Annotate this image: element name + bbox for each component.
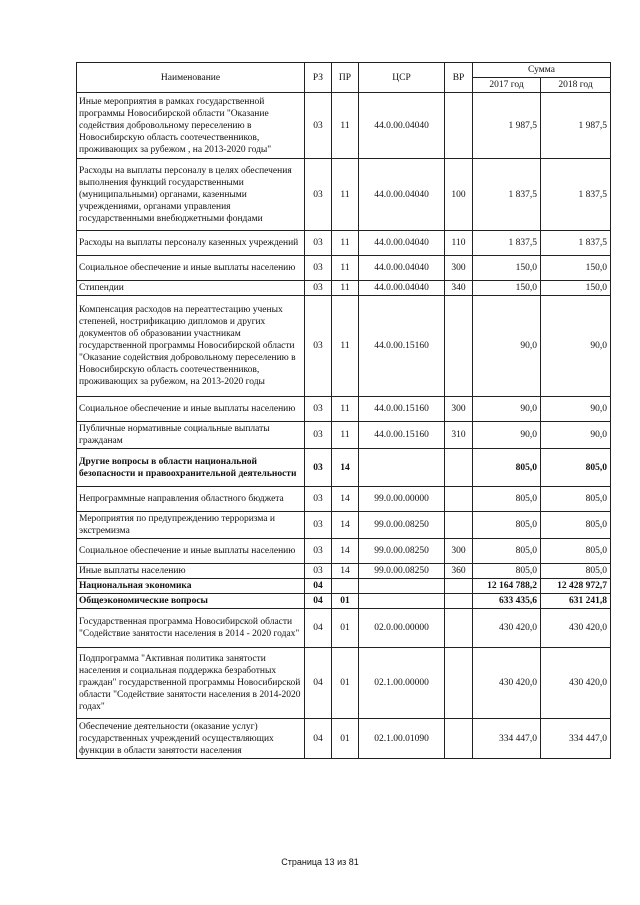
- row-sum-2017: 334 447,0: [473, 719, 541, 759]
- row-sum-2018: 150,0: [541, 256, 611, 281]
- row-vr: [445, 609, 473, 648]
- row-sum-2018: 805,0: [541, 512, 611, 539]
- row-pr: 11: [332, 397, 359, 422]
- row-sum-2018: 805,0: [541, 487, 611, 512]
- header-sum: Сумма: [473, 63, 611, 78]
- row-name: Государственная программа Новосибирской области "Содействие занятости населения в 2014 - 2020 годах": [77, 609, 305, 648]
- row-vr: 110: [445, 231, 473, 256]
- row-sum-2017: 1 837,5: [473, 231, 541, 256]
- row-rz: 03: [305, 296, 332, 397]
- table-row: [77, 256, 611, 281]
- row-sum-2018: 1 987,5: [541, 93, 611, 159]
- row-rz: 04: [305, 609, 332, 648]
- header-2018: 2018 год: [541, 78, 611, 93]
- table-row: [77, 449, 611, 487]
- table-row: [77, 422, 611, 449]
- row-sum-2017: 90,0: [473, 397, 541, 422]
- header-name: Наименование: [77, 63, 305, 93]
- header-rz: РЗ: [305, 63, 332, 93]
- row-rz: 04: [305, 579, 332, 594]
- table-row: [77, 564, 611, 579]
- row-vr: [445, 296, 473, 397]
- row-sum-2017: 430 420,0: [473, 609, 541, 648]
- row-name: Другие вопросы в области национальной безопасности и правоохранительной деятельности: [77, 449, 305, 487]
- row-pr: 01: [332, 648, 359, 719]
- row-vr: [445, 579, 473, 594]
- table-row: [77, 159, 611, 231]
- row-csr: 44.0.00.15160: [359, 397, 445, 422]
- table-row: [77, 719, 611, 759]
- row-rz: 03: [305, 281, 332, 296]
- row-vr: [445, 93, 473, 159]
- row-vr: [445, 512, 473, 539]
- row-sum-2018: 1 837,5: [541, 159, 611, 231]
- row-name: Социальное обеспечение и иные выплаты населению: [77, 397, 305, 422]
- row-vr: 100: [445, 159, 473, 231]
- table-row: [77, 231, 611, 256]
- row-vr: 360: [445, 564, 473, 579]
- row-pr: [332, 579, 359, 594]
- row-sum-2018: 334 447,0: [541, 719, 611, 759]
- row-sum-2017: 90,0: [473, 296, 541, 397]
- table-row: [77, 512, 611, 539]
- table-row: [77, 579, 611, 594]
- row-name: Стипендии: [77, 281, 305, 296]
- table-row: [77, 648, 611, 719]
- row-vr: 300: [445, 256, 473, 281]
- row-csr: [359, 594, 445, 609]
- row-sum-2017: 805,0: [473, 539, 541, 564]
- row-csr: 44.0.00.04040: [359, 281, 445, 296]
- row-csr: 99.0.00.00000: [359, 487, 445, 512]
- row-sum-2018: 90,0: [541, 296, 611, 397]
- row-rz: 04: [305, 719, 332, 759]
- row-pr: 14: [332, 564, 359, 579]
- row-vr: 340: [445, 281, 473, 296]
- row-sum-2017: 1 837,5: [473, 159, 541, 231]
- row-sum-2017: 805,0: [473, 487, 541, 512]
- row-csr: 44.0.00.04040: [359, 159, 445, 231]
- row-rz: 04: [305, 648, 332, 719]
- row-csr: 44.0.00.04040: [359, 256, 445, 281]
- row-pr: 01: [332, 609, 359, 648]
- row-pr: 11: [332, 281, 359, 296]
- row-sum-2017: 150,0: [473, 281, 541, 296]
- row-vr: [445, 594, 473, 609]
- row-pr: 01: [332, 719, 359, 759]
- row-name: Компенсация расходов на переаттестацию ученых степеней, нострификацию дипломов и других документов об образовании участникам государственной программы Новосибирской области "Оказание содействия добровольному переселению в Новосибирскую область соотечественников, проживающих за рубежом, на 2013-2020 годы: [77, 296, 305, 397]
- page-number: Страница 13 из 81: [281, 857, 359, 867]
- row-sum-2017: 12 164 788,2: [473, 579, 541, 594]
- row-pr: 01: [332, 594, 359, 609]
- row-rz: 03: [305, 539, 332, 564]
- row-pr: 14: [332, 449, 359, 487]
- row-name: Национальная экономика: [77, 579, 305, 594]
- row-sum-2018: 1 837,5: [541, 231, 611, 256]
- row-rz: 03: [305, 93, 332, 159]
- row-sum-2018: 430 420,0: [541, 609, 611, 648]
- row-rz: 03: [305, 449, 332, 487]
- table-body: [77, 93, 611, 759]
- header-csr: ЦСР: [359, 63, 445, 93]
- row-name: Иные мероприятия в рамках государственной программы Новосибирской области "Оказание содействия добровольному переселению в Новосибирскую область соотечественников, проживающих за рубежом , на 2013-2020 годы": [77, 93, 305, 159]
- row-pr: 14: [332, 539, 359, 564]
- row-rz: 03: [305, 397, 332, 422]
- row-pr: 11: [332, 256, 359, 281]
- row-sum-2018: 90,0: [541, 422, 611, 449]
- row-name: Общеэкономические вопросы: [77, 594, 305, 609]
- header-vr: ВР: [445, 63, 473, 93]
- row-pr: 14: [332, 512, 359, 539]
- row-name: Мероприятия по предупреждению терроризма и экстремизма: [77, 512, 305, 539]
- table-row: [77, 281, 611, 296]
- row-sum-2017: 150,0: [473, 256, 541, 281]
- row-name: Иные выплаты населению: [77, 564, 305, 579]
- row-name: Расходы на выплаты персоналу в целях обеспечения выполнения функций государственными (муниципальными) органами, казенными учреждениями, органами управления государственными внебюджетными фондами: [77, 159, 305, 231]
- row-sum-2017: 805,0: [473, 449, 541, 487]
- row-sum-2018: 631 241,8: [541, 594, 611, 609]
- row-rz: 04: [305, 594, 332, 609]
- row-sum-2018: 805,0: [541, 449, 611, 487]
- row-sum-2017: 805,0: [473, 512, 541, 539]
- row-name: Непрограммные направления областного бюджета: [77, 487, 305, 512]
- row-csr: 02.1.00.01090: [359, 719, 445, 759]
- table-header: [77, 63, 611, 93]
- row-pr: 11: [332, 159, 359, 231]
- row-csr: 44.0.00.04040: [359, 93, 445, 159]
- row-csr: 99.0.00.08250: [359, 564, 445, 579]
- row-name: Публичные нормативные социальные выплаты гражданам: [77, 422, 305, 449]
- row-name: Подпрограмма "Активная политика занятости населения и социальная поддержка безработных граждан" государственной программы Новосибирской области "Содействие занятости населения в 2014-2020 годах": [77, 648, 305, 719]
- row-sum-2018: 90,0: [541, 397, 611, 422]
- row-name: Обеспечение деятельности (оказание услуг) государственных учреждений осуществляющих функции в области занятости населения: [77, 719, 305, 759]
- table-row: [77, 594, 611, 609]
- row-pr: 11: [332, 93, 359, 159]
- table-row: [77, 539, 611, 564]
- table-row: [77, 296, 611, 397]
- row-pr: 11: [332, 296, 359, 397]
- row-csr: 02.0.00.00000: [359, 609, 445, 648]
- row-pr: 11: [332, 231, 359, 256]
- header-pr: ПР: [332, 63, 359, 93]
- row-rz: 03: [305, 231, 332, 256]
- row-sum-2018: 150,0: [541, 281, 611, 296]
- row-rz: 03: [305, 422, 332, 449]
- row-sum-2017: 633 435,6: [473, 594, 541, 609]
- row-name: Социальное обеспечение и иные выплаты населению: [77, 539, 305, 564]
- row-vr: [445, 449, 473, 487]
- row-vr: 300: [445, 397, 473, 422]
- row-csr: [359, 449, 445, 487]
- row-sum-2017: 90,0: [473, 422, 541, 449]
- row-csr: 44.0.00.15160: [359, 296, 445, 397]
- row-csr: 02.1.00.00000: [359, 648, 445, 719]
- row-vr: [445, 719, 473, 759]
- row-sum-2017: 805,0: [473, 564, 541, 579]
- row-rz: 03: [305, 487, 332, 512]
- row-sum-2017: 430 420,0: [473, 648, 541, 719]
- row-csr: 99.0.00.08250: [359, 539, 445, 564]
- budget-table: [76, 62, 611, 759]
- row-sum-2018: 805,0: [541, 564, 611, 579]
- row-csr: 44.0.00.15160: [359, 422, 445, 449]
- row-rz: 03: [305, 564, 332, 579]
- table-row: [77, 609, 611, 648]
- row-sum-2018: 805,0: [541, 539, 611, 564]
- row-name: Социальное обеспечение и иные выплаты населению: [77, 256, 305, 281]
- row-rz: 03: [305, 512, 332, 539]
- row-sum-2017: 1 987,5: [473, 93, 541, 159]
- row-csr: 99.0.00.08250: [359, 512, 445, 539]
- table-row: [77, 397, 611, 422]
- row-sum-2018: 12 428 972,7: [541, 579, 611, 594]
- row-csr: 44.0.00.04040: [359, 231, 445, 256]
- row-name: Расходы на выплаты персоналу казенных учреждений: [77, 231, 305, 256]
- row-rz: 03: [305, 159, 332, 231]
- row-rz: 03: [305, 256, 332, 281]
- row-pr: 14: [332, 487, 359, 512]
- row-vr: [445, 487, 473, 512]
- row-csr: [359, 579, 445, 594]
- header-2017: 2017 год: [473, 78, 541, 93]
- row-sum-2018: 430 420,0: [541, 648, 611, 719]
- row-vr: [445, 648, 473, 719]
- row-vr: 310: [445, 422, 473, 449]
- row-pr: 11: [332, 422, 359, 449]
- table-row: [77, 93, 611, 159]
- row-vr: 300: [445, 539, 473, 564]
- table-row: [77, 487, 611, 512]
